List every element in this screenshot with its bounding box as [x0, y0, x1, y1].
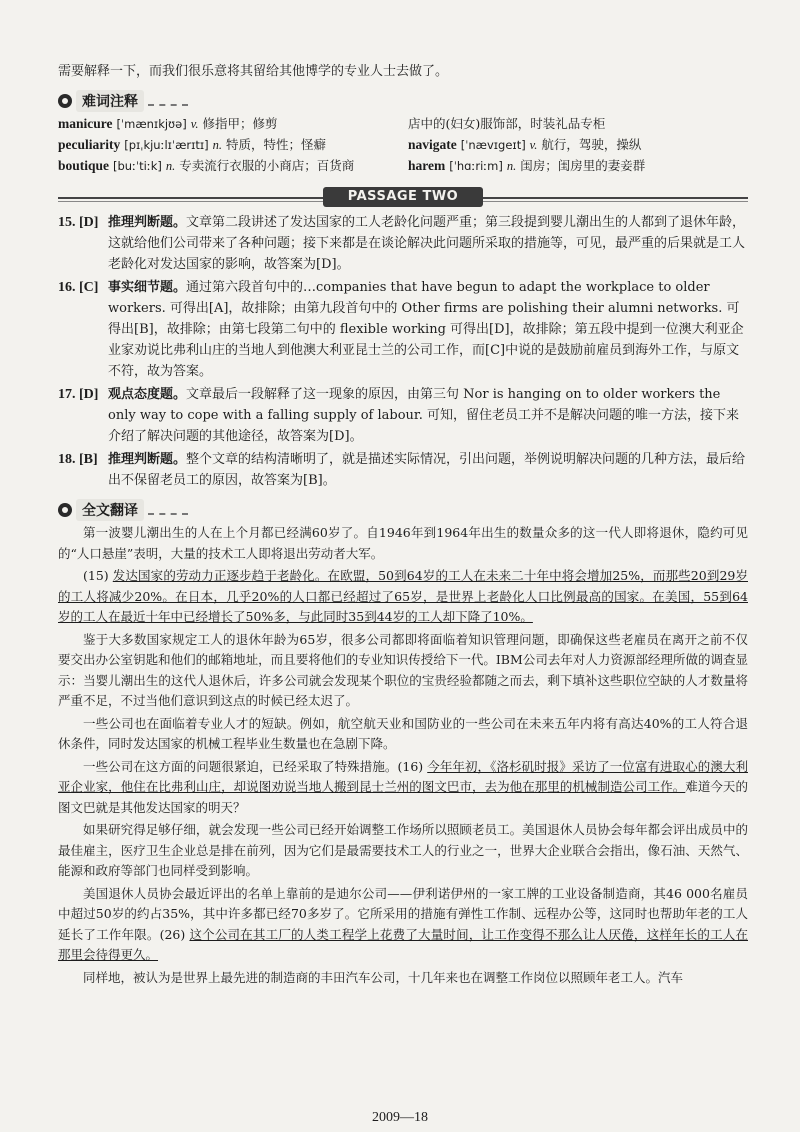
vocab-pos: n.	[506, 159, 517, 173]
vocab-pos: v.	[529, 138, 538, 152]
answer-list	[58, 212, 748, 491]
vocab-word: boutique	[58, 158, 110, 173]
vocab-pos: n.	[165, 159, 176, 173]
vocab-word: navigate	[408, 137, 457, 152]
explanation-text: 文章最后一段解释了这一现象的原因，由第三句 Nor is hanging on to older workers the only way to cope with a falling supply of labour. 可知，留住老员工并不是解决问题的唯一方法，接下来介绍了解决问题的其他途径，故答案为[D]。	[108, 387, 739, 444]
vocab-word: peculiarity	[58, 137, 121, 152]
answer-explanation	[108, 212, 748, 275]
translation-body	[58, 523, 748, 988]
translation-paragraph	[58, 968, 748, 989]
vocab-meaning: 专卖流行衣服的小商店；百货商	[179, 158, 355, 173]
vocab-meaning: 特质，特性；怪癖	[226, 137, 327, 152]
text-run: 如果研究得足够仔细，就会发现一些公司已经开始调整工作场所以照顾老员工。美国退休人员协会每年都会评出成员中的最佳雇主，医疗卫生企业总是排在前列，因为它们是最需要技术工人的行业之一，世界大企业联合会指出，像石油、天然气、能源和政府等部门也同样受到影响。	[58, 822, 748, 878]
section-bullet-icon	[58, 94, 72, 108]
passage-divider	[58, 186, 748, 210]
vocab-entry	[58, 156, 408, 176]
section-bullet-icon	[58, 503, 72, 517]
answer-explanation	[108, 277, 748, 382]
passage-label: PASSAGE TWO	[323, 187, 483, 207]
vocab-phonetic: [ˈnævɪgeɪt]	[460, 138, 526, 152]
question-type: 事实细节题。	[108, 280, 187, 295]
text-run: 鉴于大多数国家规定工人的退休年龄为65岁，很多公司都即将面临着知识管理问题，即确保这些老雇员在离开之前不仅要交出办公室钥匙和他们的邮箱地址，而且要将他们的专业知识传授给下一代。IBM公司去年对人力资源部经理所做的调查显示：当婴儿潮出生的这代人退休后，许多公司就会发现某个职位的宝贵经验都随之而去，剩下填补这些职位空缺的人才数量将严重不足，不过当他们意识到这点的时候已经太迟了。	[58, 631, 748, 708]
text-run: 难道今天的图文巴就是其他发达国家的明天？	[58, 779, 748, 815]
translation-title: 全文翻译	[76, 499, 144, 521]
vocab-word: manicure	[58, 116, 113, 131]
translation-paragraph	[58, 884, 748, 966]
answer-number: 16. [C]	[58, 280, 99, 295]
vocab-word: harem	[408, 158, 446, 173]
translation-paragraph	[58, 820, 748, 882]
vocab-heading	[58, 90, 748, 112]
translation-paragraph	[58, 714, 748, 755]
underlined-text: 这个公司在其工厂的人类工程学上花费了大量时间，让工作变得不那么让人厌倦，这样年长的工人在那里会待得更久。	[58, 926, 748, 962]
answer-explanation	[108, 449, 748, 491]
answer-item	[58, 449, 748, 491]
vocab-entry	[58, 114, 408, 134]
explanation-text: 整个文章的结构清晰明了，就是描述实际情况，引出问题，举例说明解决问题的几种方法，最后给出不保留老员工的原因，故答案为[B]。	[108, 452, 746, 488]
vocab-entry	[58, 135, 408, 155]
answer-item	[58, 212, 748, 275]
text-run: 美国退休人员协会最近评出的名单上靠前的是迪尔公司——伊利诺伊州的一家工牌的工业设备制造商，其46 000名雇员中超过50岁的约占35%，其中许多都已经70多岁了。它所采用的措施有弹性工作制、远程办公等，这同时也帮助年老的工人延长了工作年限。(26)	[58, 885, 748, 942]
heading-decoration	[148, 505, 188, 515]
vocab-entry	[408, 114, 748, 134]
question-type: 推理判断题。	[108, 215, 187, 230]
question-type: 推理判断题。	[108, 452, 187, 467]
vocab-meaning: 闺房；闺房里的妻妾群	[520, 158, 646, 173]
text-run: 一些公司也在面临着专业人才的短缺。例如，航空航天业和国防业的一些公司在未来五年内将有高达40%的工人符合退休条件，同时发达国家的机械工程毕业生数量也在急剧下降。	[58, 715, 748, 751]
translation-heading	[58, 499, 748, 521]
translation-paragraph	[58, 566, 748, 628]
translation-paragraph	[58, 757, 748, 819]
translation-paragraph	[58, 630, 748, 712]
vocab-title: 难词注释	[76, 90, 144, 112]
vocab-entry	[408, 156, 748, 176]
vocab-phonetic: [buːˈtiːk]	[113, 159, 162, 173]
vocab-list	[58, 114, 748, 176]
vocab-meaning: 店中的(妇女)服饰部，时装礼品专柜	[408, 116, 606, 131]
text-run: 第一波婴儿潮出生的人在上个月都已经满60岁了。自1946年到1964年出生的数量众多的这一代人即将退休，隐约可见的“人口悬崖”表明，大量的技术工人即将退出劳动者大军。	[58, 525, 748, 561]
top-line: 需要解释一下，而我们很乐意将其留给其他博学的专业人士去做了。	[58, 64, 449, 79]
vocab-meaning: 航行，驾驶，操纵	[541, 137, 642, 152]
answer-number: 17. [D]	[58, 387, 99, 402]
text-run: (15)	[83, 568, 113, 583]
question-type: 观点态度题。	[108, 387, 187, 402]
text-run: 同样地，被认为是世界上最先进的制造商的丰田汽车公司，十几年来也在调整工作岗位以照顾年老工人。汽车	[83, 969, 684, 985]
vocab-phonetic: [ˈmænɪkjʊə]	[116, 117, 187, 131]
underlined-text: 今年年初，《洛杉矶时报》采访了一位富有进取心的澳大利亚企业家，他住在比弗利山庄，却说图劝说当地人搬到昆士兰州的图文巴市，去为他在那里的机械制造公司工作。	[58, 758, 748, 794]
vocab-phonetic: [ˈhɑːriːm]	[449, 159, 503, 173]
answer-item	[58, 277, 748, 382]
vocab-phonetic: [pɪˌkjuːlɪˈærɪtɪ]	[124, 138, 209, 152]
answer-item	[58, 384, 748, 447]
vocab-meaning: 修指甲；修剪	[202, 116, 278, 131]
answer-number: 15. [D]	[58, 215, 99, 230]
page-number: 2009—18	[372, 1110, 428, 1125]
underlined-text: 发达国家的劳动力正逐步趋于老龄化。在欧盟，50到64岁的工人在未来二十年中将会增加25%，而那些20到29岁的工人将减少20%。在日本，几乎20%的人口都已经超过了65岁，是世界上老龄化人口比例最高的国家。在美国，55到64岁的工人在最近十年中已经增长了50%多，与此同时35到44岁的工人却下降了10%。	[58, 568, 748, 624]
translation-paragraph	[58, 523, 748, 564]
explanation-text: 文章第二段讲述了发达国家的工人老龄化问题严重；第三段提到婴儿潮出生的人都到了退休年龄，这就给他们公司带来了各种问题；接下来都是在谈论解决此问题所采取的措施等，可见，最严重的后果就是工人老龄化对发达国家的影响，故答案为[D]。	[108, 215, 746, 272]
answer-number: 18. [B]	[58, 452, 98, 467]
heading-decoration	[148, 96, 188, 106]
answer-explanation	[108, 384, 748, 447]
text-run: 一些公司在这方面的问题很紧迫，已经采取了特殊措施。(16)	[83, 758, 428, 774]
vocab-entry	[408, 135, 748, 155]
page	[58, 62, 748, 988]
vocab-pos: n.	[212, 138, 223, 152]
vocab-pos: v.	[190, 117, 199, 131]
explanation-text: 通过第六段首句中的…companies that have begun to adapt the workplace to older workers. 可得出[A]，故排除；由第九段首句中的 Other firms are polishing their alumni networks. 可得出[B]，故排除；由第七段第二句中的 flexible working 可得出[D]，故排除；第五段中提到一位澳大利亚企业家劝说比弗利山庄的当地人到他澳大利亚昆士兰的公司工作，而[C]中说的是鼓励前雇员到海外工作，与原文不符，故为答案。	[108, 280, 744, 379]
